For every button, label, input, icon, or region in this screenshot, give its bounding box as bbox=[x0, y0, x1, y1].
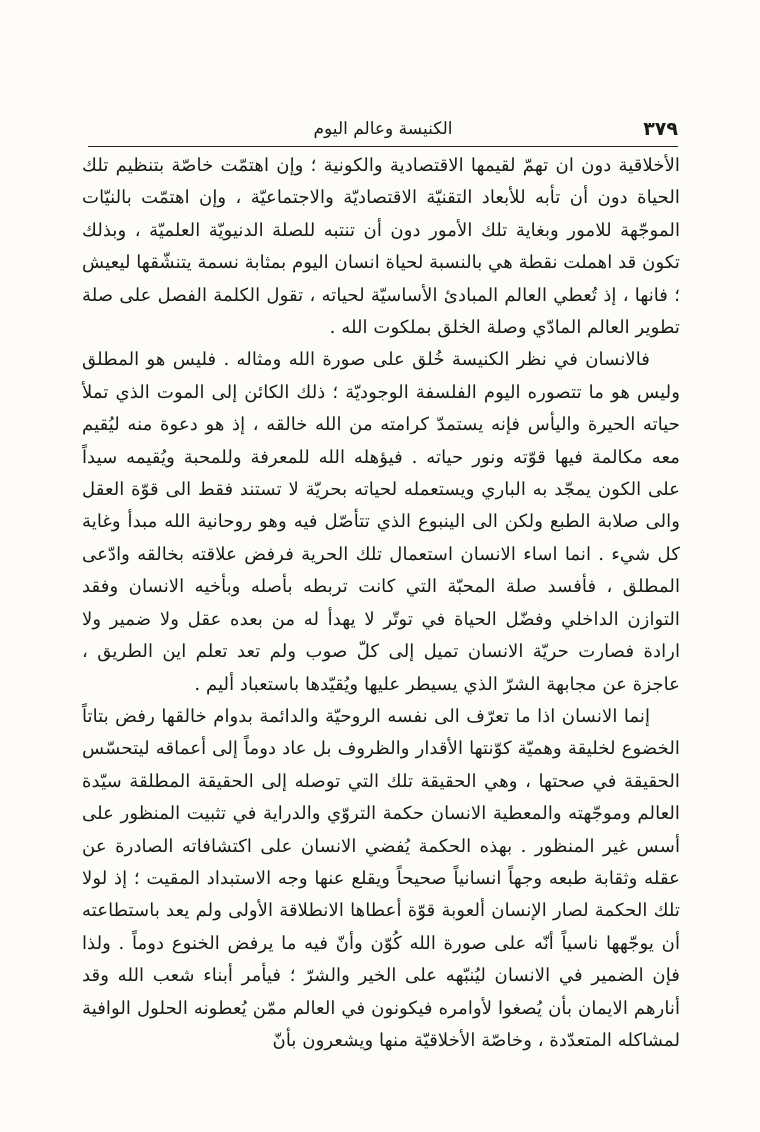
body-text bbox=[82, 150, 680, 1057]
paragraph: إنما الانسان اذا ما تعرّف الى نفسه الروحيّة والدائمة بدوام خالقها رفض بتاتاً الخضوع لخليقة وهميّة كوّنتها الأقدار والظروف بل عاد دوماً إلى أعماقه ليتحسّس الحقيقة في صحتها ، وهي الحقيقة تلك التي توصله إلى الحقيقة المطلقة سيّدة العالم وموجّهته والمعطية الانسان حكمة التروّي والدراية في تثبيت المنظور على أسس غير المنظور . بهذه الحكمة يُفضي الانسان على اكتشافاته الصادرة عن عقله وثقابة طبعه وجهاً انسانياً صحيحاً ويقلع عنها وجه الاستبداد المقيت ؛ إذ لولا تلك الحكمة لصار الإنسان ألعوبة قوّة أعطاها الانطلاقة الأولى ولم يعد باستطاعته أن يوجّهها ناسياً أنّه على صورة الله كُوّن وأنّ فيه ما يرفض الخنوع دوماً . ولذا فإن الضمير في الانسان ليُنبّهه على الخير والشرّ ؛ فيأمر أبناء شعب الله وقد أنارهم الايمان بأن يُصغوا لأوامره فيكونون في العالم ممّن يُعطونه الحلول الوافية لمشاكله المتعدّدة ، وخاصّة الأخلاقيّة منها ويشعرون بأنّ bbox=[82, 705, 680, 1051]
paragraph: فالانسان في نظر الكنيسة خُلق على صورة الله ومثاله . فليس هو المطلق وليس هو ما تتصوره اليوم الفلسفة الوجوديّة ؛ ذلك الكائن إلى الموت الذي تملأ حياته الحيرة واليأس فإنه يستمدّ كرامته من الله خالقه ، إذ هو دعوة منه ليُقيم معه مكالمة فيها قوّته ونور حياته . فيؤهله الله للمعرفة وللمحبة ويُقيمه سيداً على الكون يمجّد به الباري ويستعمله لحياته بحريّة لا تستند فقط الى قوّة العقل والى صلابة الطبع ولكن الى الينبوع الذي تتأصّل فيه وهو روحانية الله مبدأ وغاية كل شيء . انما اساء الانسان استعمال تلك الحرية فرفض علاقته بخالقه وادّعى المطلق ، فأفسد صلة المحبّة التي كانت تربطه بأصله وبأخيه الانسان وفقد التوازن الداخلي وفضّل الحياة في توتّر لا يهدأ له من بعده عقل ولا ضمير ولا ارادة فصارت حريّة الانسان تميل إلى كلّ صوب ولم تعد تعلم اين الطريق ، عاجزة عن مجابهة الشرّ الذي يسيطر عليها ويُقيّدها باستعباد أليم . bbox=[82, 349, 680, 695]
page-number: ٣٧٩ bbox=[643, 118, 678, 140]
paragraph: الأخلاقية دون ان تهمّ لقيمها الاقتصادية والكونية ؛ وإن اهتمّت خاصّة بتنظيم تلك الحياة دون أن تأبه للأبعاد التقنيّة الاقتصاديّة والاجتماعيّة ، وإن اهتمّت بالنيّات الموجّهة للامور وبغاية تلك الأمور دون أن تنتبه للصلة الدنيويّة العلميّة ، وبذلك تكون قد اهملت نقطة هي بالنسبة لحياة انسان اليوم بمثابة نسمة يتنشّقها ليعيش ؛ فانها ، إذ تُعطي العالم المبادئ الأساسيّة لحياته ، تقول الكلمة الفصل على صلة تطوير العالم المادّي وصلة الخلق بملكوت الله . bbox=[82, 155, 680, 339]
running-header bbox=[88, 112, 678, 147]
running-title: الكنيسة وعالم اليوم bbox=[313, 119, 453, 139]
